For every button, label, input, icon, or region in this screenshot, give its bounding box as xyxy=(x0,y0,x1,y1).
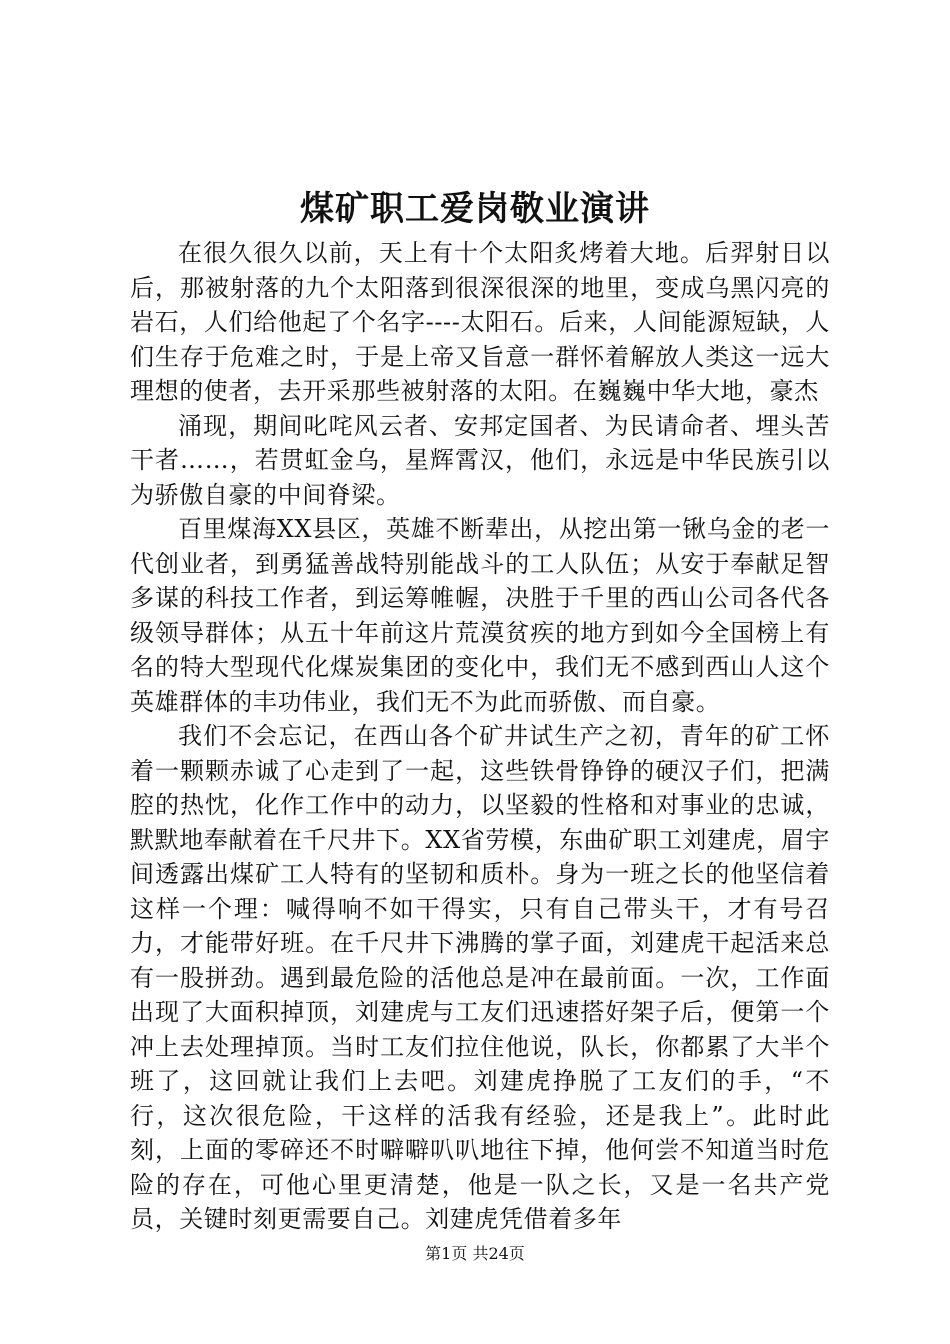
document-body xyxy=(130,236,830,1237)
paragraph: 百里煤海XX县区，英雄不断辈出，从挖出第一锹乌金的老一代创业者，到勇猛善战特别能战斗的工人队伍；从安于奉献足智多谋的科技工作者，到运筹帷幄，决胜于千里的西山公司各代各级领导群体；从五十年前这片荒漠贫疾的地方到如今全国榜上有名的特大型现代化煤炭集团的变化中，我们无不感到西山人这个英雄群体的丰功伟业，我们无不为此而骄傲、而自豪。 xyxy=(130,515,830,716)
paragraph: 涌现，期间叱咤风云者、安邦定国者、为民请命者、埋头苦干者……，若贯虹金乌，星辉霄汉，他们，永远是中华民族引以为骄傲自豪的中间脊梁。 xyxy=(130,411,830,509)
paragraph: 在很久很久以前，天上有十个太阳炙烤着大地。后羿射日以后，那被射落的九个太阳落到很深很深的地里，变成乌黑闪亮的岩石，人们给他起了个名字----太阳石。后来，人间能源短缺，人们生存于危难之时，于是上帝又旨意一群怀着解放人类这一远大理想的使者，去开采那些被射落的太阳。在巍巍中华大地，豪杰 xyxy=(130,239,830,405)
document-title: 煤矿职工爱岗敬业演讲 xyxy=(300,189,650,229)
page-number-footer: 第1页 共24页 xyxy=(425,1244,525,1263)
paragraph: 我们不会忘记，在西山各个矿井试生产之初，青年的矿工怀着一颗颗赤诚了心走到了一起，这些铁骨铮铮的硬汉子们，把满腔的热忱，化作工作中的动力，以坚毅的性格和对事业的忠诚，默默地奉献着在千尺井下。XX省劳模，东曲矿职工刘建虎，眉宇间透露出煤矿工人特有的坚韧和质朴。身为一班之长的他坚信着这样一个理：喊得响不如干得实，只有自己带头干，才有号召力，才能带好班。在千尺井下沸腾的掌子面，刘建虎干起活来总有一股拼劲。遇到最危险的活他总是冲在最前面。一次，工作面出现了大面积掉顶，刘建虎与工友们迅速搭好架子后，便第一个冲上去处理掉顶。当时工友们拉住他说，队长，你都累了大半个班了，这回就让我们上去吧。刘建虎挣脱了工友们的手，“不行，这次很危险，干这样的活我有经验，还是我上”。此时此刻，上面的零碎还不时噼噼叭叭地往下掉，他何尝不知道当时危险的存在，可他心里更清楚，他是一队之长，又是一名共产党员，关键时刻更需要自己。刘建虎凭借着多年 xyxy=(130,722,830,1233)
